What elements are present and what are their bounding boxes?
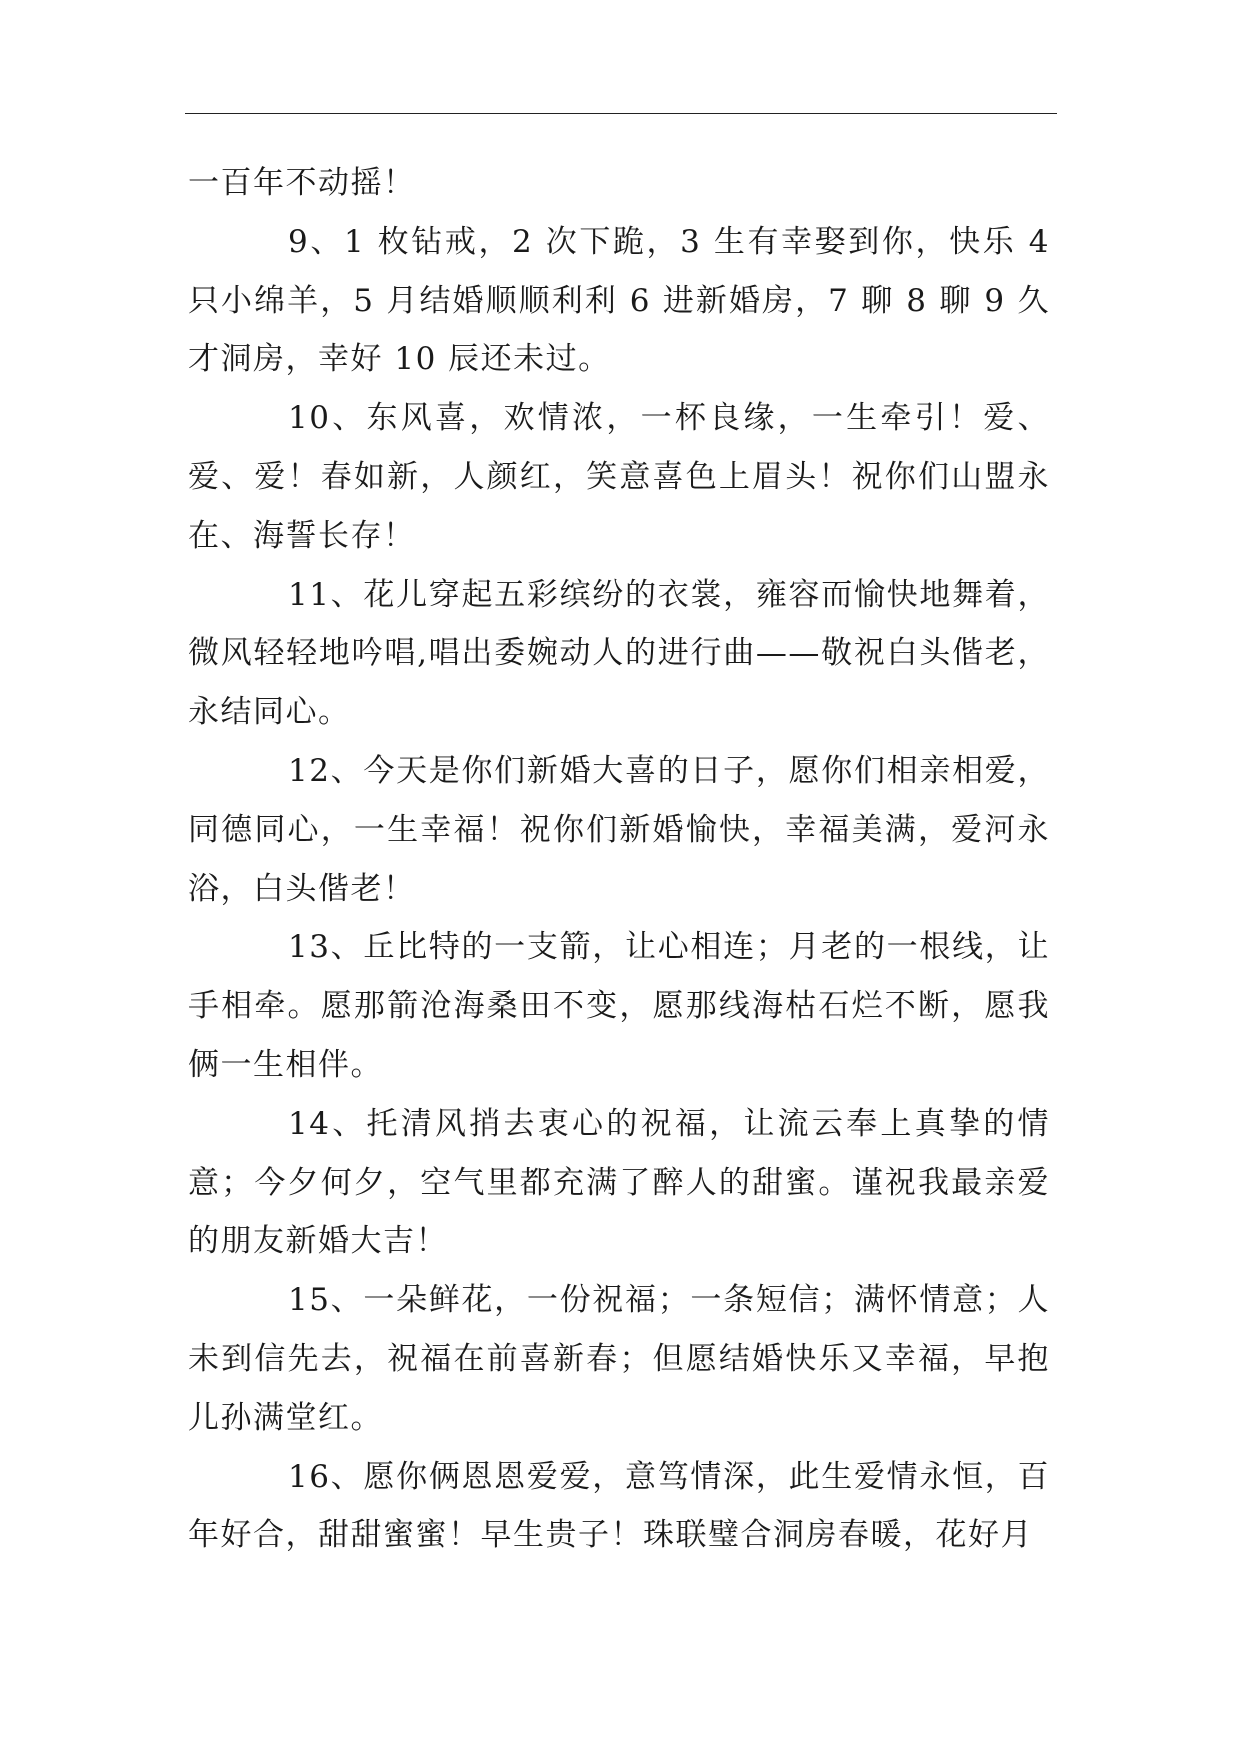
- paragraph-13: 13、丘比特的一支箭，让心相连；月老的一根线，让手相牵。愿那箭沧海桑田不变，愿那线海枯石烂不断，愿我俩一生相伴。: [188, 929, 1050, 1083]
- paragraph-continuation: 一百年不动摇！: [188, 165, 416, 201]
- paragraph-10: 10、东风喜，欢情浓，一杯良缘，一生牵引！爱、爱、爱！春如新，人颜红，笑意喜色上眉头！祝你们山盟永在、海誓长存！: [188, 400, 1050, 554]
- paragraph-14: 14、托清风捎去衷心的祝福，让流云奉上真挚的情意；今夕何夕，空气里都充满了醉人的甜蜜。谨祝我最亲爱的朋友新婚大吉！: [188, 1105, 1050, 1260]
- paragraph-16: 16、愿你俩恩恩爱爱，意笃情深，此生爱情永恒，百年好合，甜甜蜜蜜！早生贵子！珠联璧合洞房春暖，花好月: [188, 1458, 1050, 1554]
- header-rule: [185, 113, 1057, 114]
- paragraph-11: 11、花儿穿起五彩缤纷的衣裳，雍容而愉快地舞着，微风轻轻地吟唱,唱出委婉动人的进行曲——敬祝白头偕老，永结同心。: [188, 576, 1050, 731]
- paragraph-9: 9、1 枚钻戒，2 次下跪，3 生有幸娶到你，快乐 4 只小绵羊，5 月结婚顺顺利利 6 进新婚房，7 聊 8 聊 9 久才洞房，幸好 10 辰还未过。: [188, 223, 1050, 378]
- document-body: [188, 154, 1050, 1565]
- paragraph-15: 15、一朵鲜花，一份祝福；一条短信；满怀情意；人未到信先去，祝福在前喜新春；但愿结婚快乐又幸福，早抱儿孙满堂红。: [188, 1282, 1050, 1436]
- paragraph-12: 12、今天是你们新婚大喜的日子，愿你们相亲相爱，同德同心，一生幸福！祝你们新婚愉快，幸福美满，爱河永浴，白头偕老！: [188, 752, 1050, 907]
